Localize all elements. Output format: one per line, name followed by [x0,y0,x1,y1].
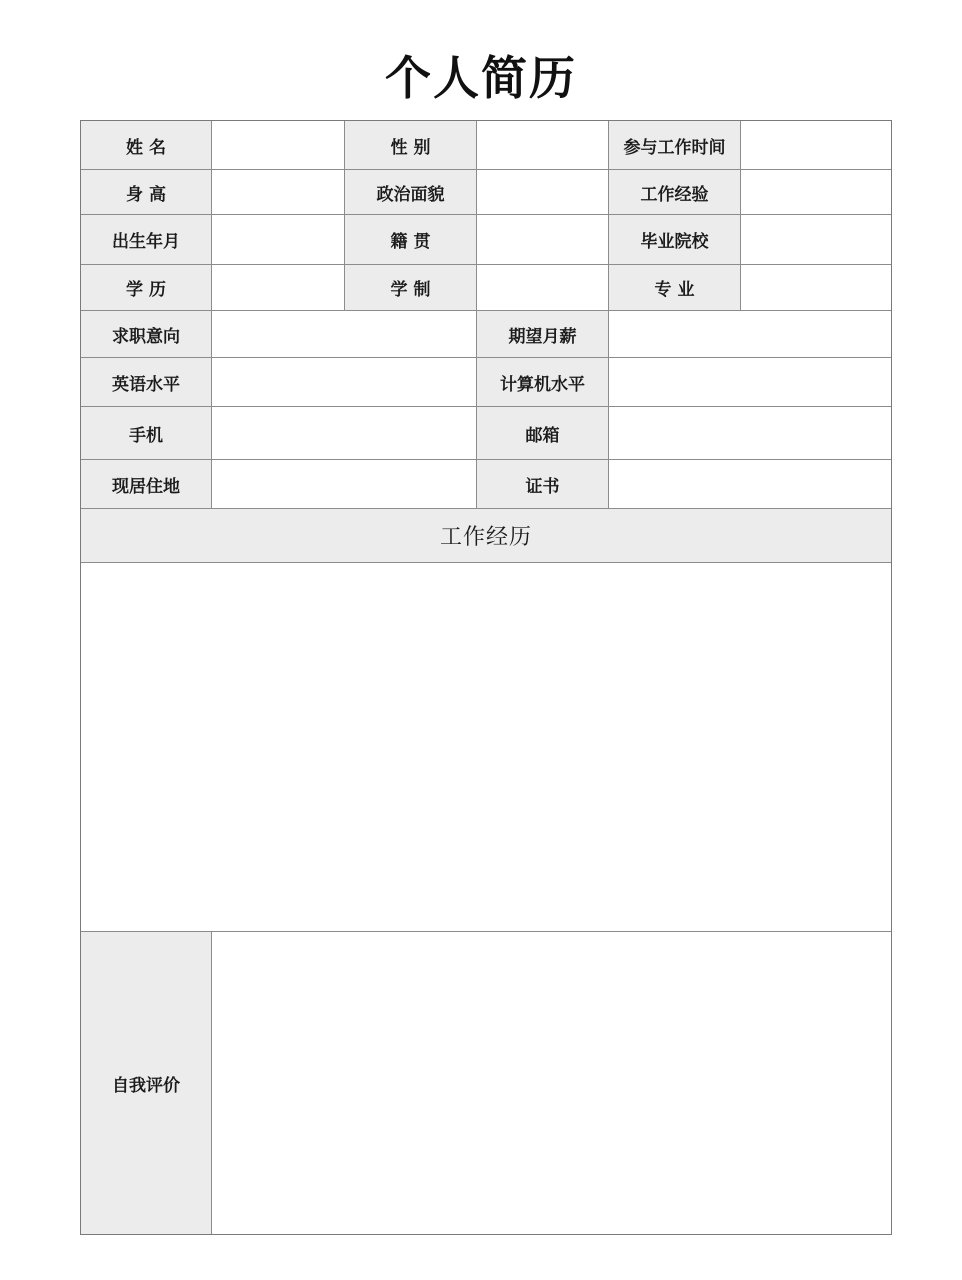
major-field[interactable] [741,265,891,311]
current-address-field[interactable] [212,460,477,509]
label-job-intention: 求职意向 [81,311,212,358]
work-experience-content[interactable] [81,563,891,932]
english-level-field[interactable] [212,358,477,407]
birth-date-field[interactable] [212,215,345,265]
certificates-field[interactable] [609,460,891,509]
computer-level-field[interactable] [609,358,891,407]
label-certificates: 证书 [477,460,609,509]
label-work-experience-years: 工作经验 [609,170,741,215]
label-phone: 手机 [81,407,212,460]
label-native-place: 籍 贯 [345,215,477,265]
political-status-field[interactable] [477,170,609,215]
label-current-address: 现居住地 [81,460,212,509]
label-height: 身 高 [81,170,212,215]
label-computer-level: 计算机水平 [477,358,609,407]
label-political-status: 政治面貌 [345,170,477,215]
label-gender: 性 别 [345,121,477,170]
label-birth-date: 出生年月 [81,215,212,265]
program-length-field[interactable] [477,265,609,311]
page-title: 个人简历 [385,51,577,105]
resume-table [80,120,892,1235]
expected-salary-field[interactable] [609,311,891,358]
education-field[interactable] [212,265,345,311]
label-program-length: 学 制 [345,265,477,311]
label-work-start-time: 参与工作时间 [609,121,741,170]
name-field[interactable] [212,121,345,170]
label-name: 姓 名 [81,121,212,170]
self-evaluation-content[interactable] [212,932,891,1234]
label-email: 邮箱 [477,407,609,460]
label-expected-salary: 期望月薪 [477,311,609,358]
label-self-evaluation: 自我评价 [81,932,212,1234]
email-field[interactable] [609,407,891,460]
work-experience-heading: 工作经历 [81,509,891,563]
work-start-time-field[interactable] [741,121,891,170]
label-education: 学 历 [81,265,212,311]
label-english-level: 英语水平 [81,358,212,407]
graduate-school-field[interactable] [741,215,891,265]
gender-field[interactable] [477,121,609,170]
phone-field[interactable] [212,407,477,460]
height-field[interactable] [212,170,345,215]
work-experience-years-field[interactable] [741,170,891,215]
label-graduate-school: 毕业院校 [609,215,741,265]
label-major: 专 业 [609,265,741,311]
job-intention-field[interactable] [212,311,477,358]
native-place-field[interactable] [477,215,609,265]
